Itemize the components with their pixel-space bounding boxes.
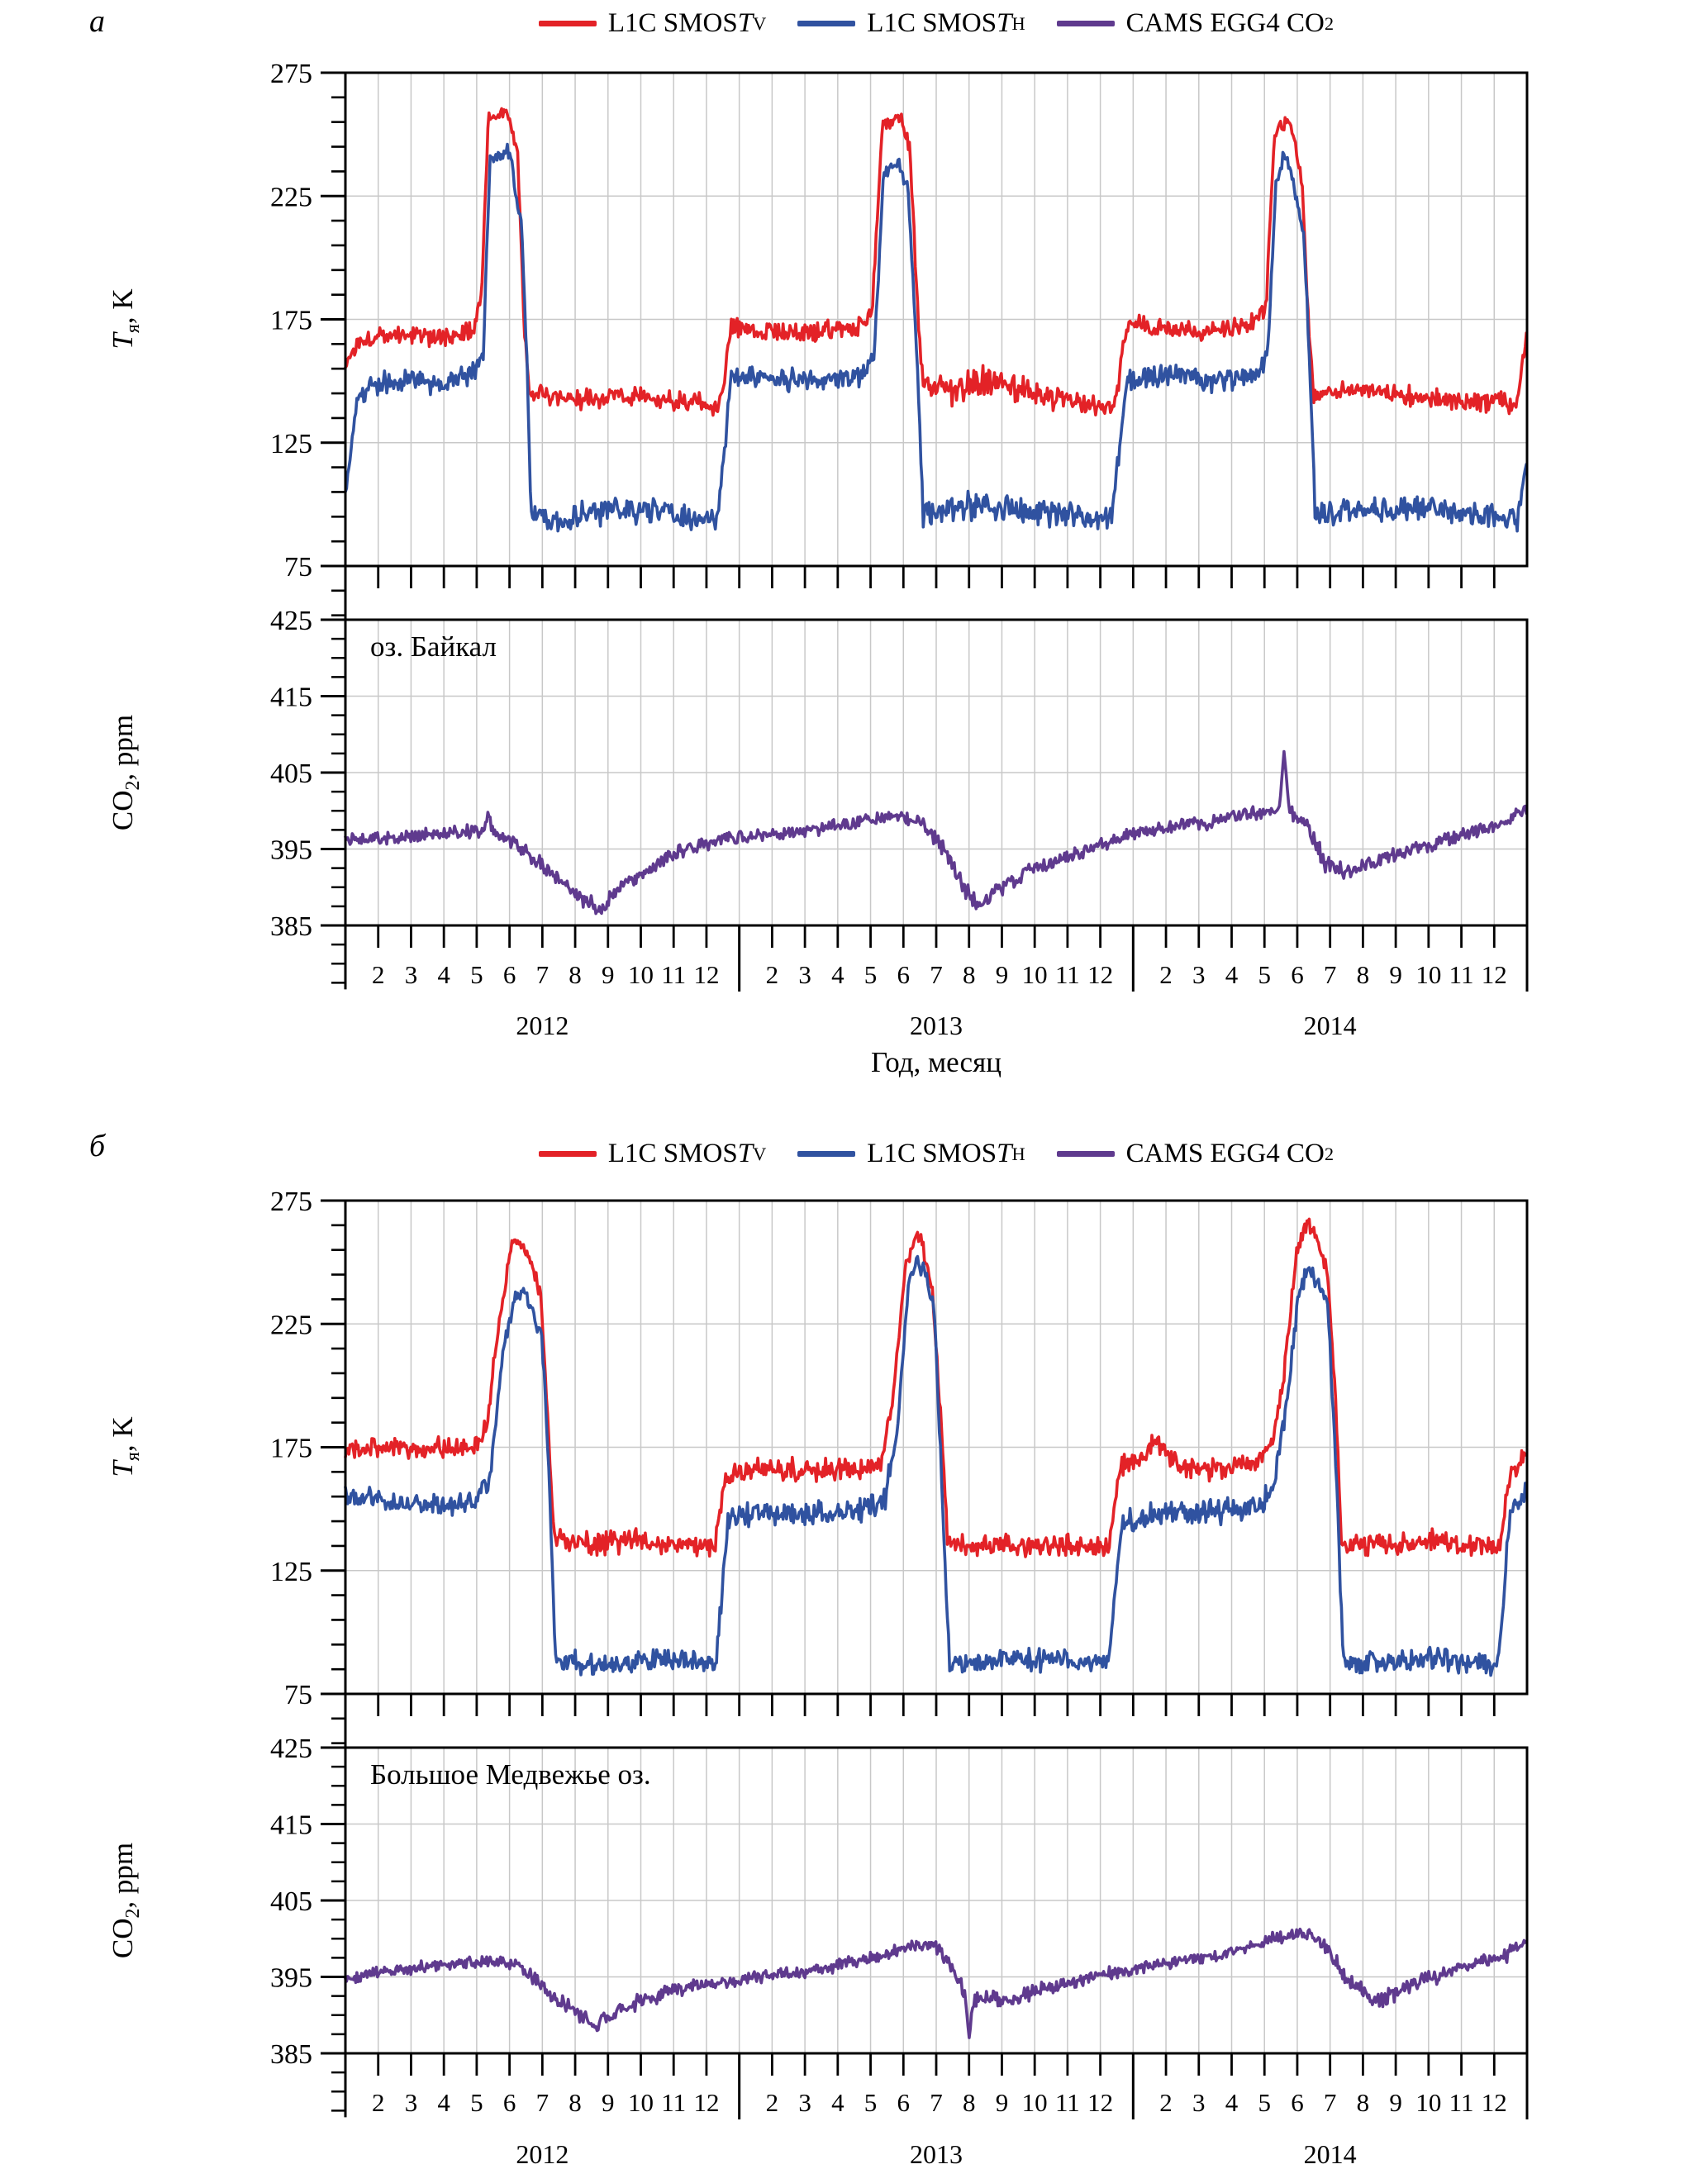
y-tick-label: 75: [284, 552, 312, 583]
month-tick-label: 5: [1258, 960, 1271, 989]
legend-label-tv: L1C SMOS: [607, 1139, 738, 1168]
legend-label-tv: L1C SMOS: [607, 8, 738, 38]
month-tick-label: 10: [1021, 960, 1048, 989]
year-label: 2013: [910, 1011, 963, 1040]
legend-label-co2: CAMS EGG4 CO: [1125, 1139, 1325, 1168]
month-tick-label: 11: [1054, 960, 1080, 989]
month-tick-label: 6: [897, 2088, 911, 2117]
temp-y-axis-title-a: $T_я$, K: [107, 288, 144, 350]
year-label: 2013: [910, 2139, 963, 2169]
month-tick-label: 6: [502, 2088, 516, 2117]
month-tick-label: 4: [437, 2088, 450, 2117]
month-tick-label: 2: [1159, 2088, 1173, 2117]
y-tick-label: 405: [270, 1886, 312, 1917]
month-tick-label: 9: [995, 960, 1009, 989]
month-tick-label: 10: [1415, 960, 1442, 989]
month-tick-label: 7: [1323, 2088, 1337, 2117]
month-tick-label: 2: [765, 2088, 779, 2117]
tv-line-swatch: [539, 1151, 597, 1157]
month-tick-label: 9: [602, 960, 615, 989]
x-axis-title: Год, месяц: [871, 1046, 1001, 1078]
month-tick-label: 11: [1449, 2088, 1474, 2117]
legend-item-th: L1C SMOS T H: [797, 8, 1025, 39]
co2-y-axis-title-a: $CO_2$, ppm: [107, 714, 144, 831]
month-tick-label: 4: [831, 2088, 844, 2117]
co2-y-axis-title-b: $CO_2$, ppm: [107, 1842, 144, 1959]
month-tick-label: 9: [1389, 2088, 1402, 2117]
y-tick-label: 395: [270, 835, 312, 866]
legend-item-tv: L1C SMOS T V: [539, 1139, 766, 1169]
site-annotation-a: оз. Байкал: [370, 630, 497, 663]
month-tick-label: 10: [1415, 2088, 1442, 2117]
y-tick-label: 405: [270, 759, 312, 789]
month-tick-label: 8: [1356, 960, 1370, 989]
month-tick-label: 11: [1449, 960, 1474, 989]
month-tick-label: 3: [798, 960, 811, 989]
y-tick-label: 225: [270, 182, 312, 213]
month-tick-label: 7: [930, 960, 943, 989]
legend-panel-b: [345, 1139, 1527, 1169]
month-tick-label: 9: [995, 2088, 1009, 2117]
legend-item-co2: CAMS EGG4 CO 2: [1057, 8, 1334, 39]
y-tick-label: 425: [270, 606, 312, 636]
y-tick-label: 175: [270, 1433, 312, 1464]
y-tick-label: 415: [270, 682, 312, 713]
legend-item-co2: CAMS EGG4 CO 2: [1057, 1139, 1334, 1169]
month-tick-label: 5: [470, 2088, 483, 2117]
month-tick-label: 7: [930, 2088, 943, 2117]
y-tick-label: 125: [270, 428, 312, 459]
month-tick-label: 11: [1054, 2088, 1080, 2117]
month-tick-label: 7: [1323, 960, 1337, 989]
month-tick-label: 10: [628, 960, 654, 989]
month-tick-label: 12: [693, 2088, 720, 2117]
month-tick-label: 6: [1291, 2088, 1304, 2117]
y-tick-label: 415: [270, 1810, 312, 1841]
month-tick-label: 8: [962, 960, 976, 989]
month-tick-label: 5: [864, 960, 878, 989]
y-tick-label: 125: [270, 1556, 312, 1587]
temp-y-axis-title-b: $T_я$, K: [107, 1416, 144, 1477]
month-tick-label: 5: [1258, 2088, 1271, 2117]
co2-line-swatch: [1057, 1151, 1115, 1157]
month-tick-label: 7: [535, 2088, 550, 2117]
co2-line-swatch: [1057, 21, 1115, 26]
month-tick-label: 8: [1356, 2088, 1370, 2117]
month-tick-label: 9: [1389, 960, 1402, 989]
month-tick-label: 5: [470, 960, 483, 989]
month-tick-label: 4: [1225, 2088, 1239, 2117]
month-tick-label: 8: [569, 2088, 582, 2117]
month-tick-label: 12: [693, 960, 720, 989]
y-tick-label: 75: [284, 1680, 312, 1710]
month-tick-label: 11: [661, 2088, 687, 2117]
month-tick-label: 3: [404, 2088, 418, 2117]
month-tick-label: 4: [831, 960, 844, 989]
month-tick-label: 8: [962, 2088, 976, 2117]
month-tick-label: 7: [535, 960, 550, 989]
panel-a-letter: a: [89, 4, 105, 39]
legend-label-th: L1C SMOS: [867, 8, 997, 38]
month-tick-label: 3: [404, 960, 418, 989]
legend-item-th: L1C SMOS T H: [797, 1139, 1025, 1169]
month-tick-label: 6: [502, 960, 516, 989]
legend-label-co2: CAMS EGG4 CO: [1125, 8, 1325, 38]
legend-label-th: L1C SMOS: [867, 1139, 997, 1168]
month-tick-label: 12: [1481, 960, 1507, 989]
year-label: 2014: [1303, 1011, 1357, 1040]
y-tick-label: 425: [270, 1734, 312, 1764]
year-label: 2014: [1303, 2139, 1357, 2169]
year-label: 2012: [516, 2139, 569, 2169]
month-tick-label: 3: [798, 2088, 811, 2117]
th-line-swatch: [797, 21, 855, 26]
month-tick-label: 4: [437, 960, 450, 989]
panel-b-letter: б: [89, 1129, 106, 1163]
month-tick-label: 2: [765, 960, 779, 989]
y-tick-label: 175: [270, 305, 312, 336]
month-tick-label: 2: [371, 960, 385, 989]
th-line-swatch: [797, 1151, 855, 1157]
month-tick-label: 9: [602, 2088, 615, 2117]
y-tick-label: 275: [270, 59, 312, 89]
month-tick-label: 12: [1087, 2088, 1114, 2117]
month-tick-label: 10: [628, 2088, 654, 2117]
legend-item-tv: L1C SMOS T V: [539, 8, 766, 39]
site-annotation-b: Большое Медвежье оз.: [370, 1758, 651, 1791]
month-tick-label: 10: [1021, 2088, 1048, 2117]
month-tick-label: 6: [897, 960, 911, 989]
y-tick-label: 225: [270, 1310, 312, 1341]
tv-line-swatch: [539, 21, 597, 26]
month-tick-label: 5: [864, 2088, 878, 2117]
legend-panel-a: [345, 8, 1527, 39]
y-tick-label: 275: [270, 1187, 312, 1217]
month-tick-label: 8: [569, 960, 582, 989]
month-tick-label: 2: [1159, 960, 1173, 989]
month-tick-label: 4: [1225, 960, 1239, 989]
month-tick-label: 3: [1192, 960, 1206, 989]
year-label: 2012: [516, 1011, 569, 1040]
month-tick-label: 12: [1481, 2088, 1507, 2117]
month-tick-label: 11: [661, 960, 687, 989]
month-tick-label: 6: [1291, 960, 1304, 989]
month-tick-label: 3: [1192, 2088, 1206, 2117]
month-tick-label: 2: [371, 2088, 385, 2117]
y-tick-label: 385: [270, 2039, 312, 2070]
y-tick-label: 395: [270, 1962, 312, 1994]
month-tick-label: 12: [1087, 960, 1114, 989]
y-tick-label: 385: [270, 911, 312, 942]
